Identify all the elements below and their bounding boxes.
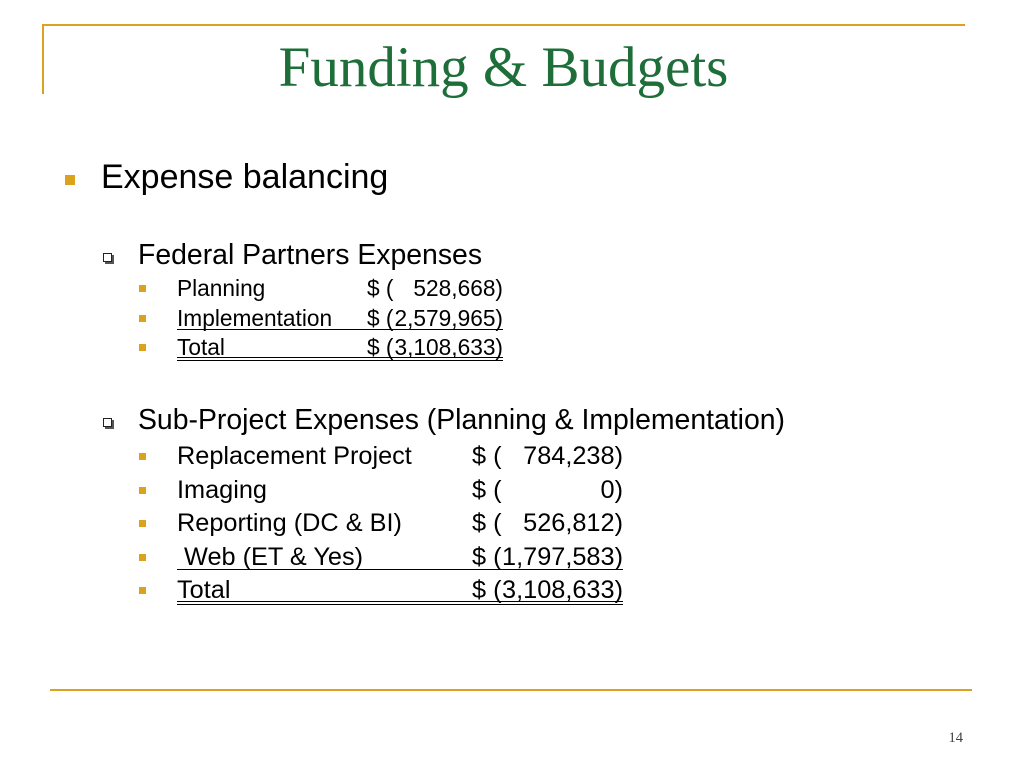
expense-label: Reporting (DC & BI) bbox=[177, 509, 402, 537]
square-bullet-icon bbox=[139, 344, 146, 351]
amount-value: 3,108,633) bbox=[394, 334, 503, 360]
top-frame-rule bbox=[42, 24, 965, 26]
currency-prefix: $ ( bbox=[472, 475, 502, 504]
amount-value: 1,797,583) bbox=[502, 542, 623, 571]
slide-title: Funding & Budgets bbox=[278, 36, 729, 99]
currency-prefix: $ ( bbox=[472, 542, 502, 571]
currency-prefix: $ ( bbox=[472, 509, 502, 537]
expense-row-reporting bbox=[177, 507, 623, 541]
expense-row-total bbox=[177, 333, 503, 363]
expense-amount bbox=[472, 574, 623, 608]
expense-row-imaging bbox=[177, 474, 623, 508]
expense-row-planning bbox=[177, 274, 503, 304]
currency-prefix: $ ( bbox=[367, 275, 394, 301]
expense-amount bbox=[367, 304, 503, 334]
expense-amount bbox=[367, 274, 503, 304]
currency-prefix: $ ( bbox=[472, 576, 502, 604]
expense-amount bbox=[472, 541, 623, 575]
currency-prefix: $ ( bbox=[472, 442, 502, 470]
subbullet-sub-project bbox=[138, 403, 785, 437]
hollow-square-bullet-icon bbox=[103, 418, 112, 427]
currency-prefix: $ ( bbox=[367, 334, 394, 360]
bullet-expense-balancing bbox=[101, 157, 388, 197]
expense-label: Implementation bbox=[177, 304, 333, 331]
square-bullet-icon bbox=[139, 587, 146, 594]
amount-value: 526,812) bbox=[523, 509, 623, 537]
square-bullet-icon bbox=[139, 453, 146, 460]
expense-row-web bbox=[177, 541, 623, 575]
hollow-square-bullet-icon bbox=[103, 253, 112, 262]
expense-label: Replacement Project bbox=[177, 442, 412, 470]
expense-label: Total bbox=[177, 334, 225, 360]
expense-amount bbox=[472, 440, 623, 474]
amount-value: 2,579,965) bbox=[394, 304, 503, 331]
currency-prefix: $ ( bbox=[367, 304, 394, 331]
square-bullet-icon bbox=[139, 554, 146, 561]
expense-label: Planning bbox=[177, 275, 266, 301]
bullet-text: Expense balancing bbox=[101, 158, 389, 196]
subbullet-heading: Sub-Project Expenses (Planning & Implementation) bbox=[138, 404, 786, 436]
expense-amount bbox=[472, 507, 623, 541]
amount-value: 3,108,633) bbox=[502, 576, 623, 604]
expense-row-total bbox=[177, 574, 623, 608]
footer-rule bbox=[50, 689, 972, 691]
square-bullet-icon bbox=[65, 175, 75, 185]
amount-value: 784,238) bbox=[523, 442, 623, 470]
square-bullet-icon bbox=[139, 285, 146, 292]
expense-amount bbox=[472, 474, 623, 508]
expense-label: Web (ET & Yes) bbox=[177, 542, 364, 571]
expense-row-implementation bbox=[177, 304, 503, 334]
subbullet-federal-partners bbox=[138, 238, 482, 272]
expense-amount bbox=[367, 333, 503, 363]
expense-row-replacement-project bbox=[177, 440, 623, 474]
square-bullet-icon bbox=[139, 315, 146, 322]
sub-project-expense-list bbox=[177, 440, 623, 608]
square-bullet-icon bbox=[139, 520, 146, 527]
federal-expense-list bbox=[177, 274, 503, 363]
amount-value: 0) bbox=[600, 475, 623, 504]
page-number: 14 bbox=[948, 730, 963, 746]
expense-label: Imaging bbox=[177, 475, 267, 504]
square-bullet-icon bbox=[139, 487, 146, 494]
amount-value: 528,668) bbox=[413, 275, 503, 301]
subbullet-heading: Federal Partners Expenses bbox=[138, 239, 483, 271]
expense-label: Total bbox=[177, 576, 231, 604]
